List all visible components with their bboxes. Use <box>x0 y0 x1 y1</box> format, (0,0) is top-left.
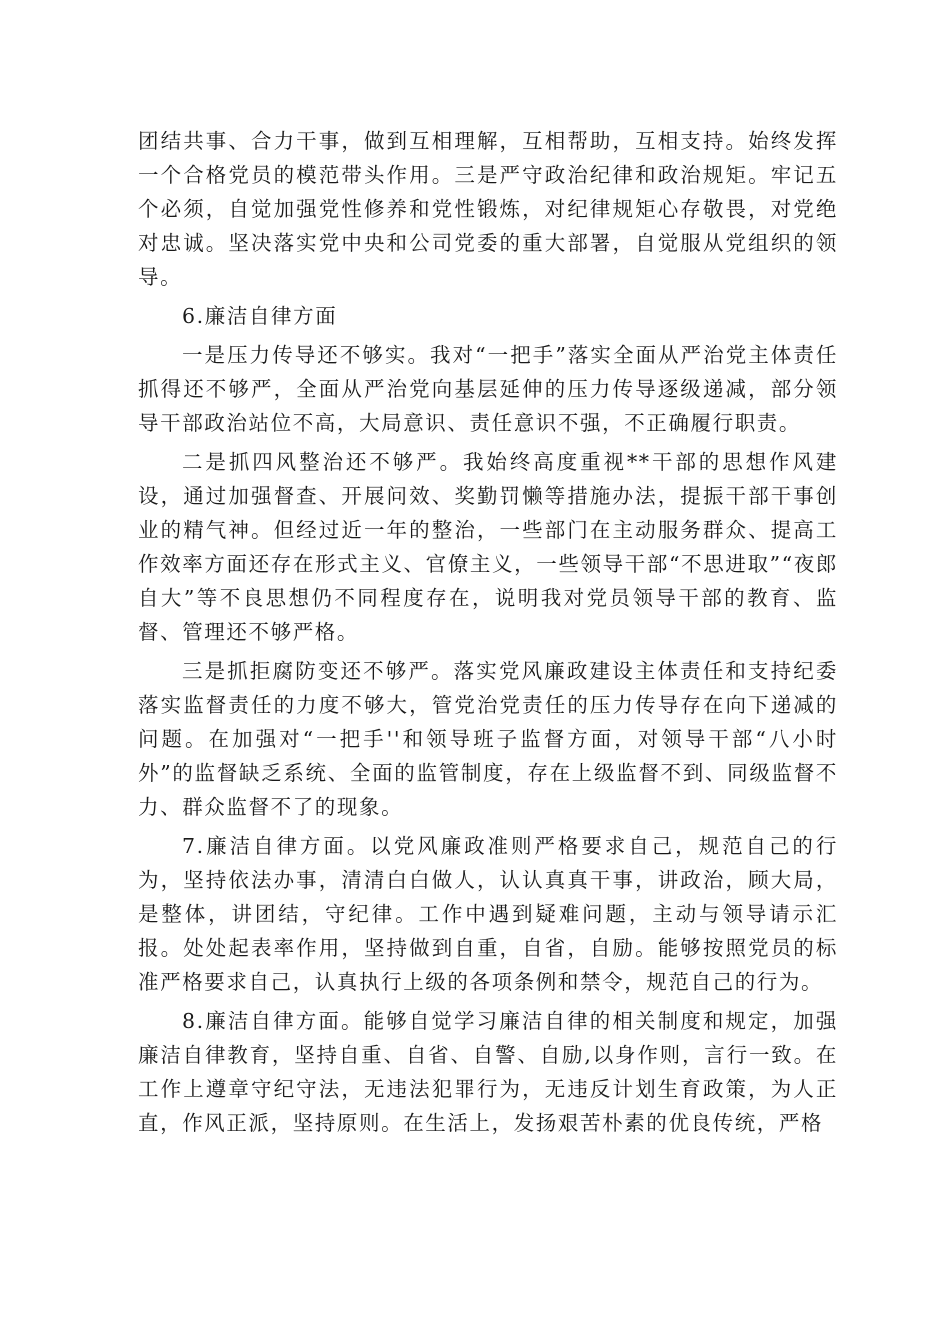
paragraph-section-7: 7.廉洁自律方面。以党风廉政准则严格要求自己，规范自己的行为，坚持依法办事，清清白白做人，认认真真干事，讲政治，顾大局，是整体，讲团结，守纪律。工作中遇到疑难问题，主动与领导请示汇报。处处起表率作用，坚持做到自重，自省，自励。能够按照党员的标准严格要求自己，认真执行上级的各项条例和禁令，规范自己的行为。 <box>138 834 838 994</box>
paragraph-anti-corruption: 三是抓拒腐防变还不够严。落实党风廉政建设主体责任和支持纪委落实监督责任的力度不够大，管党治党责任的压力传导存在向下递减的问题。在加强对“一把手''和领导班子监督方面，对领导干部“八小时外”的监督缺乏系统、全面的监管制度，存在上级监督不到、同级监督不力、群众监督不了的现象。 <box>138 659 838 819</box>
paragraph-section-8: 8.廉洁自律方面。能够自觉学习廉洁自律的相关制度和规定，加强廉洁自律教育，坚持自重、自省、自警、自励,以身作则，言行一致。在工作上遵章守纪守法，无违法犯罪行为，无违反计划生育政策，为人正直，作风正派，坚持原则。在生活上，发扬艰苦朴素的优良传统，严格 <box>138 1009 838 1135</box>
paragraph-continuation: 团结共事、合力干事，做到互相理解，互相帮助，互相支持。始终发挥一个合格党员的模范带头作用。三是严守政治纪律和政治规矩。牢记五个必须，自觉加强党性修养和党性锻炼，对纪律规矩心存敬畏，对党绝对忠诚。坚决落实党中央和公司党委的重大部署，自觉服从党组织的领导。 <box>138 129 838 289</box>
paragraph-pressure: 一是压力传导还不够实。我对“一把手”落实全面从严治党主体责任抓得还不够严，全面从严治党向基层延伸的压力传导逐级递减，部分领导干部政治站位不高，大局意识、责任意识不强，不正确履行职责。 <box>138 343 838 435</box>
section-heading-6: 6.廉洁自律方面 <box>182 304 338 328</box>
paragraph-four-winds: 二是抓四风整治还不够严。我始终高度重视**干部的思想作风建设，通过加强督查、开展问效、奖勤罚懒等措施办法，提振干部干事创业的精气神。但经过近一年的整治，一些部门在主动服务群众、提高工作效率方面还存在形式主义、官僚主义，一些领导干部“不思进取”“夜郎自大”等不良思想仍不同程度存在，说明我对党员领导干部的教育、监督、管理还不够严格。 <box>138 450 838 644</box>
document-body <box>138 124 838 1145</box>
